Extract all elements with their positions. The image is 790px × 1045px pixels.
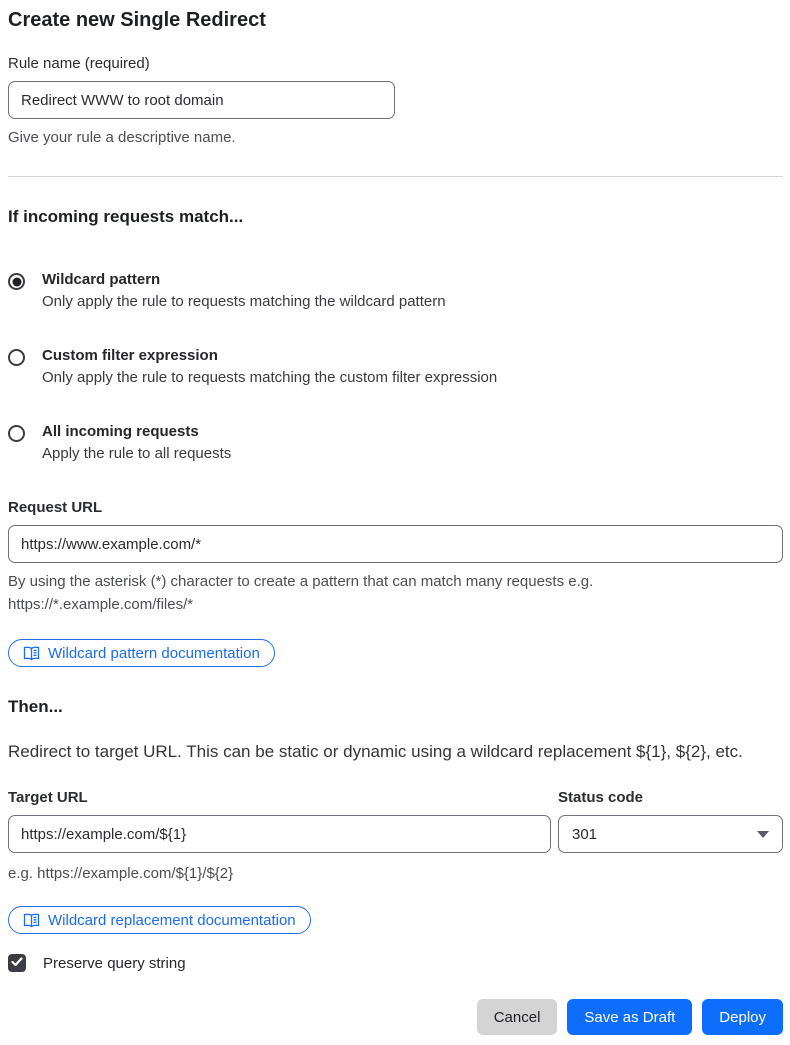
request-url-helper bbox=[8, 570, 783, 616]
deploy-button[interactable]: Deploy bbox=[702, 999, 783, 1035]
status-code-label: Status code bbox=[558, 789, 783, 806]
wildcard-pattern-doc-button-label: Wildcard pattern documentation bbox=[48, 645, 260, 662]
radio-wildcard-pattern-icon[interactable] bbox=[8, 273, 25, 290]
cancel-button[interactable]: Cancel bbox=[477, 999, 558, 1035]
wildcard-replacement-doc-button[interactable] bbox=[8, 906, 311, 934]
radio-wildcard-pattern-label: Wildcard pattern bbox=[42, 271, 446, 288]
radio-custom-filter-description: Only apply the rule to requests matching the custom filter expression bbox=[42, 369, 497, 386]
rule-name-label: Rule name (required) bbox=[8, 55, 783, 72]
radio-all-requests-description: Apply the rule to all requests bbox=[42, 445, 231, 462]
target-url-label: Target URL bbox=[8, 789, 551, 806]
request-url-helper-line2: https://*.example.com/files/* bbox=[8, 593, 783, 616]
rule-name-helper: Give your rule a descriptive name. bbox=[8, 126, 783, 149]
target-url-and-status-row bbox=[8, 789, 783, 853]
request-url-label: Request URL bbox=[8, 499, 783, 516]
radio-wildcard-pattern-description: Only apply the rule to requests matching the wildcard pattern bbox=[42, 293, 446, 310]
form-footer bbox=[8, 999, 783, 1035]
check-icon bbox=[11, 954, 23, 972]
target-url-field bbox=[8, 789, 551, 853]
preserve-query-string-label: Preserve query string bbox=[43, 955, 186, 972]
preserve-query-string-checkbox[interactable] bbox=[8, 954, 26, 972]
save-as-draft-button[interactable]: Save as Draft bbox=[567, 999, 692, 1035]
request-url-helper-line1: By using the asterisk (*) character to create a pattern that can match many requests e.g. bbox=[8, 570, 783, 593]
request-url-input[interactable] bbox=[8, 525, 783, 563]
radio-custom-filter-label: Custom filter expression bbox=[42, 347, 497, 364]
match-section-heading: If incoming requests match... bbox=[8, 207, 783, 227]
wildcard-pattern-doc-button[interactable] bbox=[8, 639, 275, 667]
request-url-field bbox=[8, 499, 783, 667]
rule-name-input[interactable] bbox=[8, 81, 395, 119]
target-url-input[interactable] bbox=[8, 815, 551, 853]
preserve-query-string-row[interactable] bbox=[8, 954, 783, 972]
book-icon bbox=[23, 913, 40, 928]
radio-custom-filter-icon[interactable] bbox=[8, 349, 25, 366]
book-icon bbox=[23, 646, 40, 661]
page-title: Create new Single Redirect bbox=[8, 8, 783, 32]
radio-all-requests-icon[interactable] bbox=[8, 425, 25, 442]
radio-option-all-requests[interactable] bbox=[8, 423, 783, 462]
then-section-description: Redirect to target URL. This can be static or dynamic using a wildcard replacement ${1}, ${2}, etc. bbox=[8, 742, 783, 762]
match-type-radio-group bbox=[8, 271, 783, 462]
chevron-down-icon bbox=[757, 831, 769, 838]
status-code-select[interactable] bbox=[558, 815, 783, 853]
then-section-heading: Then... bbox=[8, 697, 783, 717]
rule-name-field bbox=[8, 55, 783, 149]
radio-option-wildcard-pattern[interactable] bbox=[8, 271, 783, 310]
status-code-field bbox=[558, 789, 783, 853]
target-url-helper: e.g. https://example.com/${1}/${2} bbox=[8, 862, 783, 885]
wildcard-replacement-doc-button-label: Wildcard replacement documentation bbox=[48, 912, 296, 929]
radio-all-requests-label: All incoming requests bbox=[42, 423, 231, 440]
radio-option-custom-filter[interactable] bbox=[8, 347, 783, 386]
status-code-value: 301 bbox=[572, 826, 597, 843]
section-divider bbox=[8, 176, 783, 177]
